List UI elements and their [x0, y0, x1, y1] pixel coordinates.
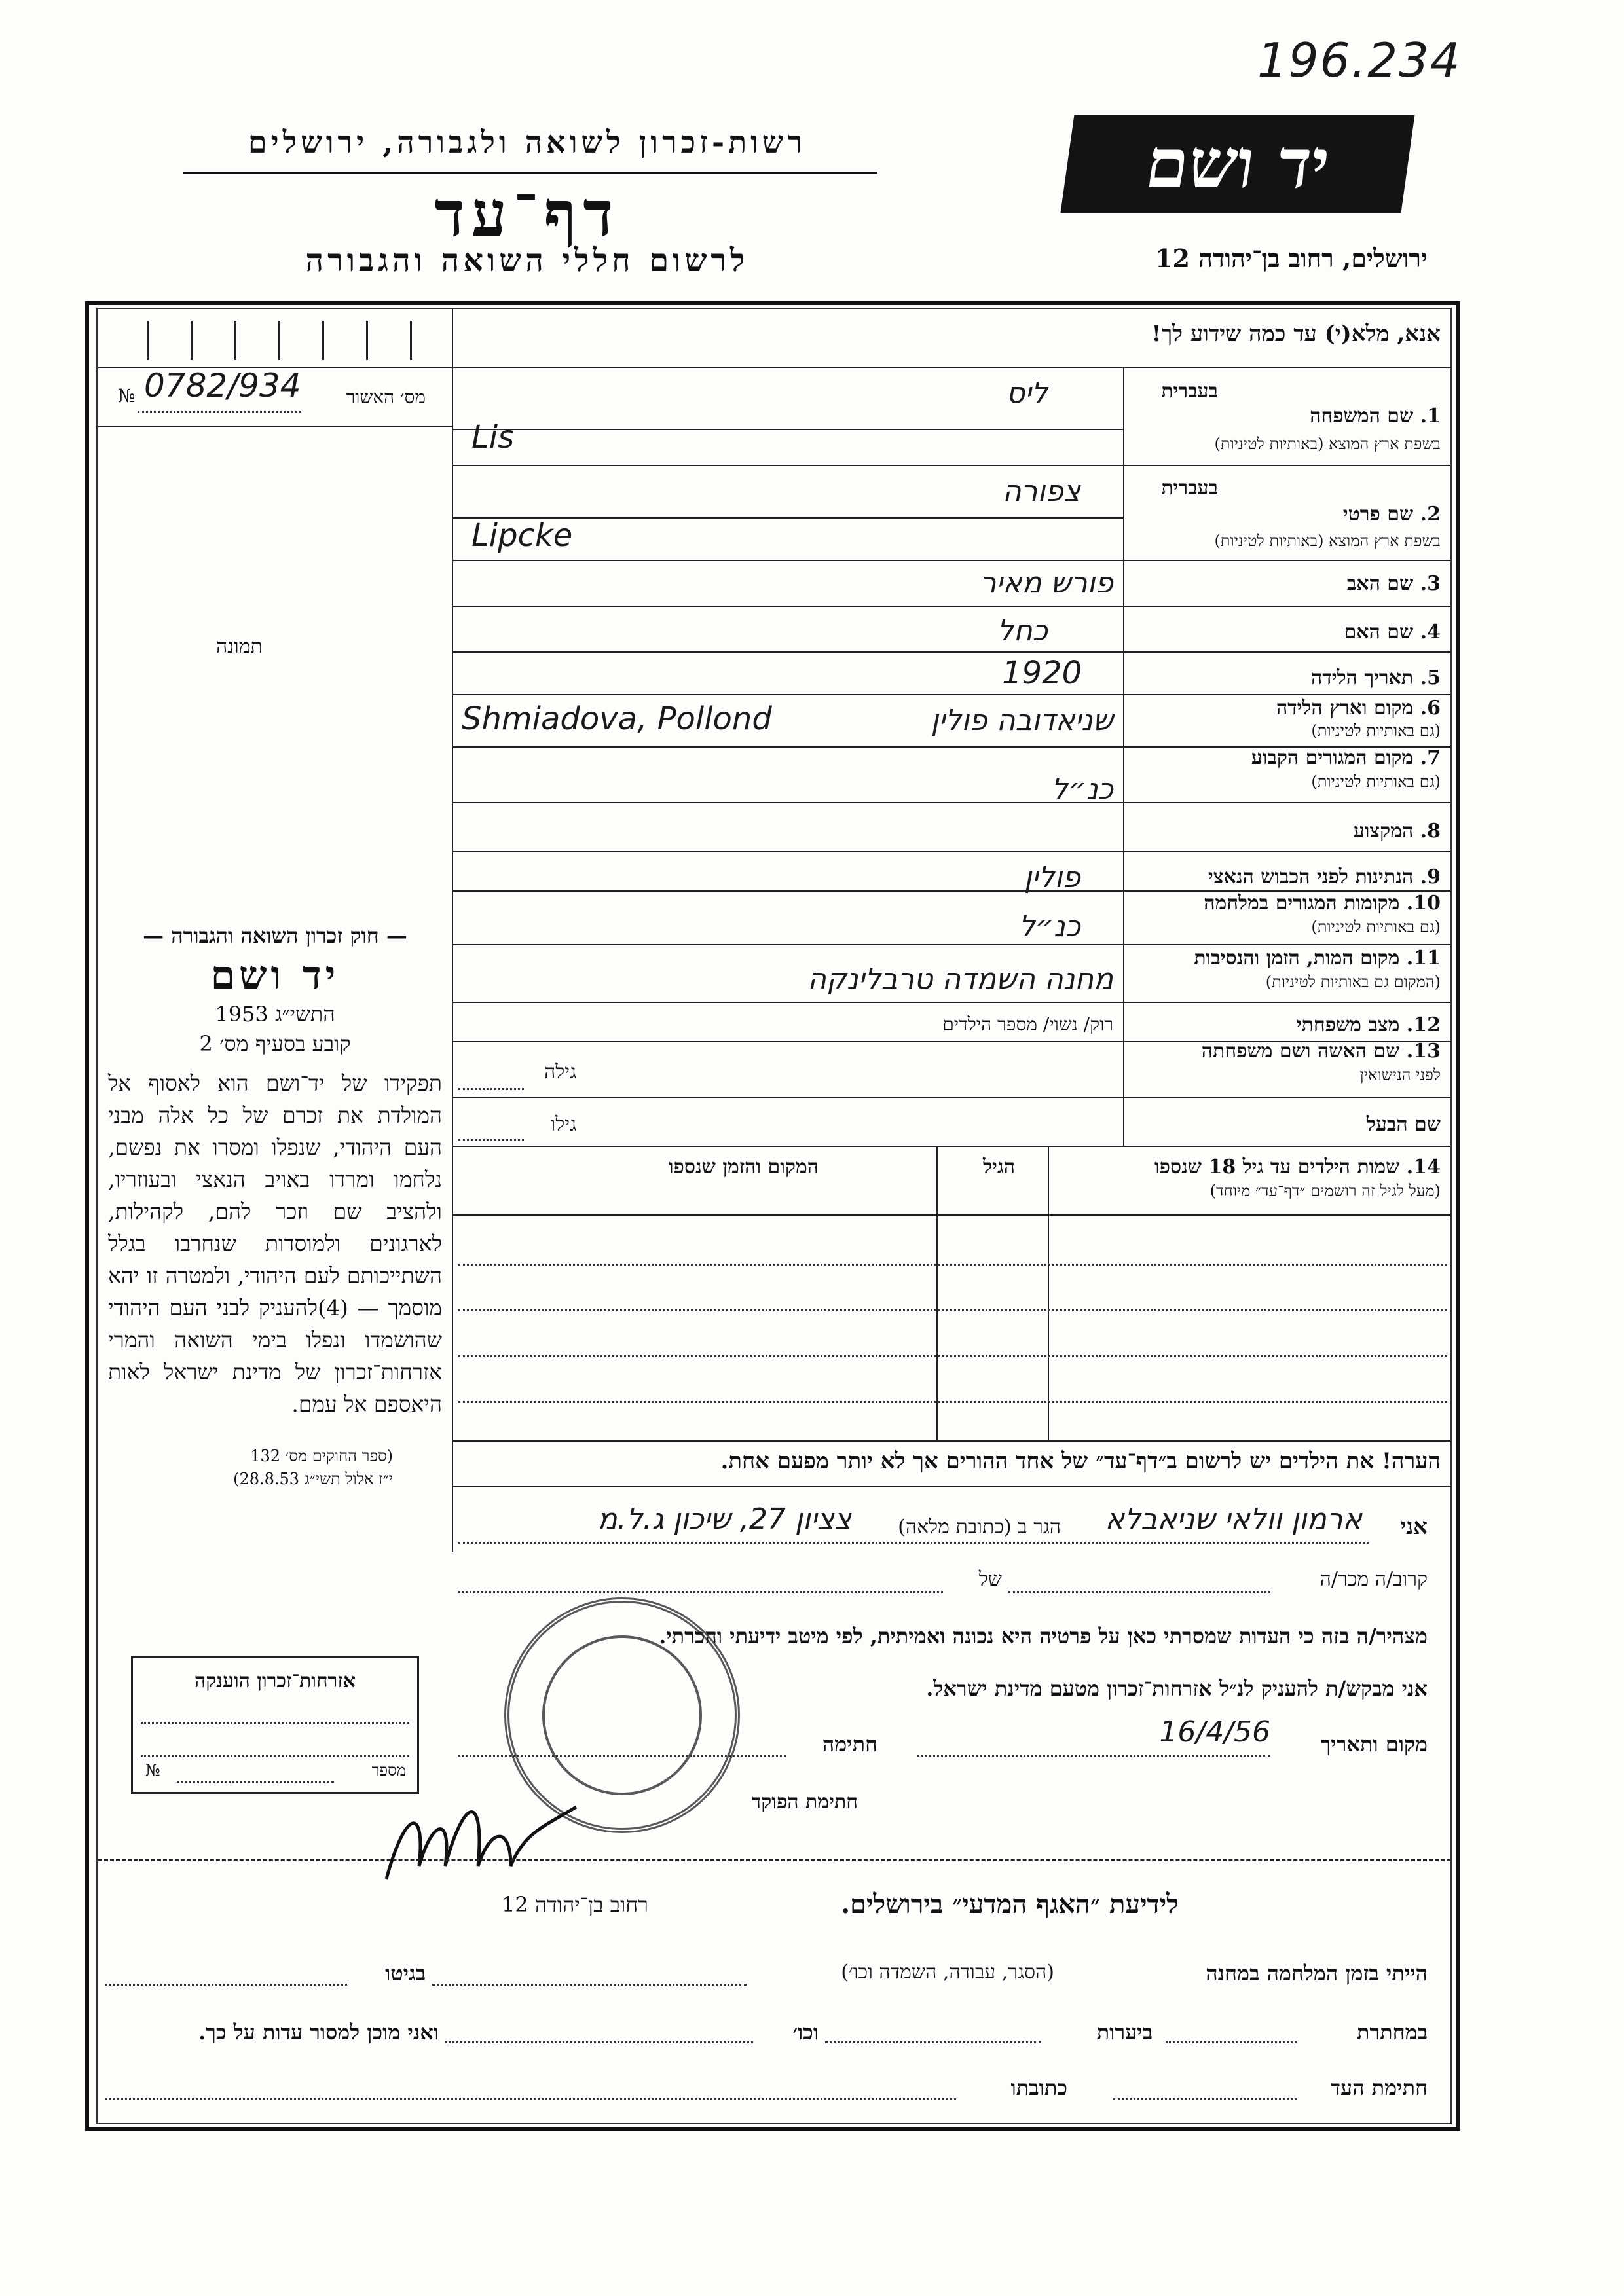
place-date-label: מקום ותאריך [1320, 1732, 1428, 1757]
f6-label: 6. מקום וארץ הלידה [1276, 697, 1441, 720]
f11-value: מחנה השמדה טרבלינקה [807, 962, 1113, 996]
f7-sub: (גם באותיות לטיניות) [1311, 773, 1441, 791]
f3-label: 3. שם האב [1346, 572, 1441, 595]
place-col-header: המקום והזמן שנספו [668, 1156, 819, 1178]
bottom-line2-b: ביערות [1096, 2020, 1153, 2045]
law-text: תפקידו של יד־ושם הוא לאסוף אל המולדת את זכרם של כל אלה מבני העם היהודי, שנפלו ומסרו את נפשם, נלחמו ומרדו באויב הנאצי ובעוזריו, ולהציב שם וזכר להם, לקהילות, לארגונים ולמוסדות שנחרבו בגלל השתייכותם לעם היהודי, ולמטרה זו יהא מוסמך — (4)להעניק לבני העם היהודי שהושמדו ונפלו בימי השואה והמרי אזרחות־זכרון של מדינת ישראל לאות היאספם אל עמם. [108, 1070, 442, 1417]
authority-title: רשות-זכרון לשואה ולגבורה, ירושלים [248, 124, 807, 160]
f8-label: 8. המקצוע [1353, 820, 1441, 843]
f12-label: 12. מצב משפחתי [1296, 1013, 1441, 1036]
approval-label: מס׳ האשור [346, 386, 426, 408]
f14-sub: (מעל לגיל זה רושמים ״דף־עד״ מיוחד) [1209, 1182, 1441, 1200]
law-ref-2: י״ז אלול תשי״ג 28.8.53) [233, 1470, 393, 1488]
age-f-label: גילה [544, 1061, 576, 1084]
top-ticks [105, 321, 445, 360]
declarant-name: ארמון וולאי שניאבלא [1105, 1503, 1362, 1536]
f11-sub: (המקום גם באותיות לטיניות) [1265, 973, 1441, 991]
approval-number: 0782/934 [144, 367, 301, 405]
i-label: אני [1400, 1514, 1428, 1540]
bottom-line1-b: (הסגר, עבודה, השמדה וכו׳) [841, 1961, 1054, 1984]
bottom-line1-a: הייתי בזמן המלחמה במחנה [1206, 1961, 1428, 1986]
declarant-address: צציון 27, שיכון ג.ל.מ [597, 1503, 851, 1536]
f5-label: 5. תאריך הלידה [1311, 666, 1441, 689]
signature-label: חתימה [822, 1732, 877, 1757]
official-signature-label: חתימת הפוקד [751, 1791, 858, 1813]
relative-label: קרוב/ה מכר/ה [1320, 1568, 1428, 1591]
form-subtitle: לרשום חללי השואה והגבורה [305, 242, 749, 279]
f2-label: 2. שם פרטי [1342, 503, 1441, 526]
f6-sub: (גם באותיות לטיניות) [1311, 721, 1441, 740]
children-row [458, 1309, 1447, 1311]
f4-label: 4. שם האם [1344, 621, 1441, 644]
note: הערה! את הילדים יש לרשום ב״דף־עד״ של אחד ההורים אך לא יותר מפעם אחת. [720, 1448, 1441, 1474]
in-hebrew-1: בעברית [1161, 380, 1218, 403]
f1-latin: Lis [471, 419, 515, 456]
bottom-line3-a: חתימת העד [1330, 2075, 1428, 2100]
f1-hebrew: ליס [1006, 376, 1048, 410]
bottom-address: רחוב בן־יהודה 12 [502, 1892, 648, 1917]
f6-latin: Shmiadova, Pollond [462, 701, 772, 737]
children-row [458, 1355, 1447, 1357]
f9-label: 9. הנתינות לפני הכבוש הנאצי [1208, 866, 1441, 888]
f4-value: כחל [997, 614, 1048, 647]
f7-label: 7. מקום המגורים הקבוע [1251, 746, 1441, 769]
f12-options: רוק/ נשוי/ מספר הילדים [942, 1013, 1113, 1035]
f7-value: כנ״ל [1051, 773, 1113, 806]
in-hebrew-2: בעברית [1161, 477, 1218, 500]
children-row [458, 1264, 1447, 1266]
approval-no: № [118, 385, 136, 407]
citizenship-no: № [145, 1761, 160, 1779]
f2-latin: Lipcke [471, 517, 573, 554]
f13-sub: לפני הנישואין [1359, 1066, 1441, 1084]
husband-label: שם הבעל [1366, 1113, 1441, 1136]
bottom-line2-a: במחתרת [1356, 2020, 1428, 2045]
f10-sub: (גם באותיות לטיניות) [1311, 918, 1441, 936]
resides-label: הגר ב (כתובת מלאה) [898, 1516, 1061, 1539]
of-label: של [978, 1568, 1002, 1591]
bottom-line2-c: וכו׳ [792, 2020, 819, 2045]
f13-label: 13. שם האשה ושם משפחתה [1201, 1040, 1441, 1063]
law-title: — חוק זכרון השואה והגבורה — [143, 923, 407, 948]
f5-value: 1920 [1002, 655, 1082, 691]
age-col-header: הגיל [982, 1156, 1015, 1178]
children-row [458, 1401, 1447, 1403]
law-section: קובע בסעיף מס׳ 2 [199, 1031, 351, 1056]
dashed-divider [98, 1859, 1450, 1861]
header-address: ירושלים, רחוב בן־יהודה 12 [1155, 244, 1428, 273]
yad-vashem-logo: יד ושם [1060, 115, 1414, 213]
f6-hebrew: שניאדובה פולין [931, 704, 1113, 737]
f10-label: 10. מקומות המגורים במלחמה [1204, 892, 1441, 915]
law-name: יד ושם [210, 953, 340, 998]
affirm-text: מצהיר/ה בזה כי העדות שמסרתי כאן על פרטיה היא נכונה ואמיתית, לפי מיטב ידיעתי והכרתי. [659, 1624, 1428, 1649]
citizenship-number-label: מספר [371, 1761, 406, 1779]
bottom-line2-d: ואני מוכן למסור עדות על כך. [198, 2020, 439, 2045]
f10-value: כנ״ל [1018, 910, 1080, 943]
archive-number: 196.234 [1257, 33, 1462, 88]
f11-label: 11. מקום המות, הזמן והנסיבות [1194, 947, 1441, 970]
f3-value: פורש מאיר [980, 566, 1113, 600]
request-text: אני מבקש/ת להעניק לנ״ל אזרחות־זכרון מטעם מדינת ישראל. [926, 1676, 1428, 1701]
place-date-value: 16/4/56 [1159, 1715, 1270, 1749]
f9-value: פולין [1024, 861, 1080, 894]
law-year: התשי״ג 1953 [215, 1002, 335, 1027]
intro-text: אנא, מלא(י) עד כמה שידוע לך! [1151, 321, 1441, 347]
f2-hebrew: צפורה [1002, 475, 1080, 508]
law-ref-1: (ספר החוקים מס׳ 132 [250, 1447, 393, 1465]
photo-label: תמונה [216, 635, 263, 658]
f1-sub: בשפת ארץ המוצא (באותיות לטיניות) [1214, 435, 1441, 453]
bottom-line3-b: כתובתו [1010, 2075, 1067, 2100]
bottom-heading: לידיעת ״האגף המדעי״ בירושלים. [841, 1889, 1179, 1920]
f14-label: 14. שמות הילדים עד גיל 18 שנספו [1154, 1156, 1441, 1178]
form-title: דף־עד [434, 177, 620, 251]
age-m-label: גילו [550, 1113, 576, 1136]
f1-label: 1. שם המשפחה [1310, 405, 1441, 428]
citizenship-title: אזרחות־זכרון הוענקה [194, 1669, 356, 1692]
bottom-line1-c: בגיטו [385, 1961, 426, 1986]
f2-sub: בשפת ארץ המוצא (באותיות לטיניות) [1214, 532, 1441, 550]
